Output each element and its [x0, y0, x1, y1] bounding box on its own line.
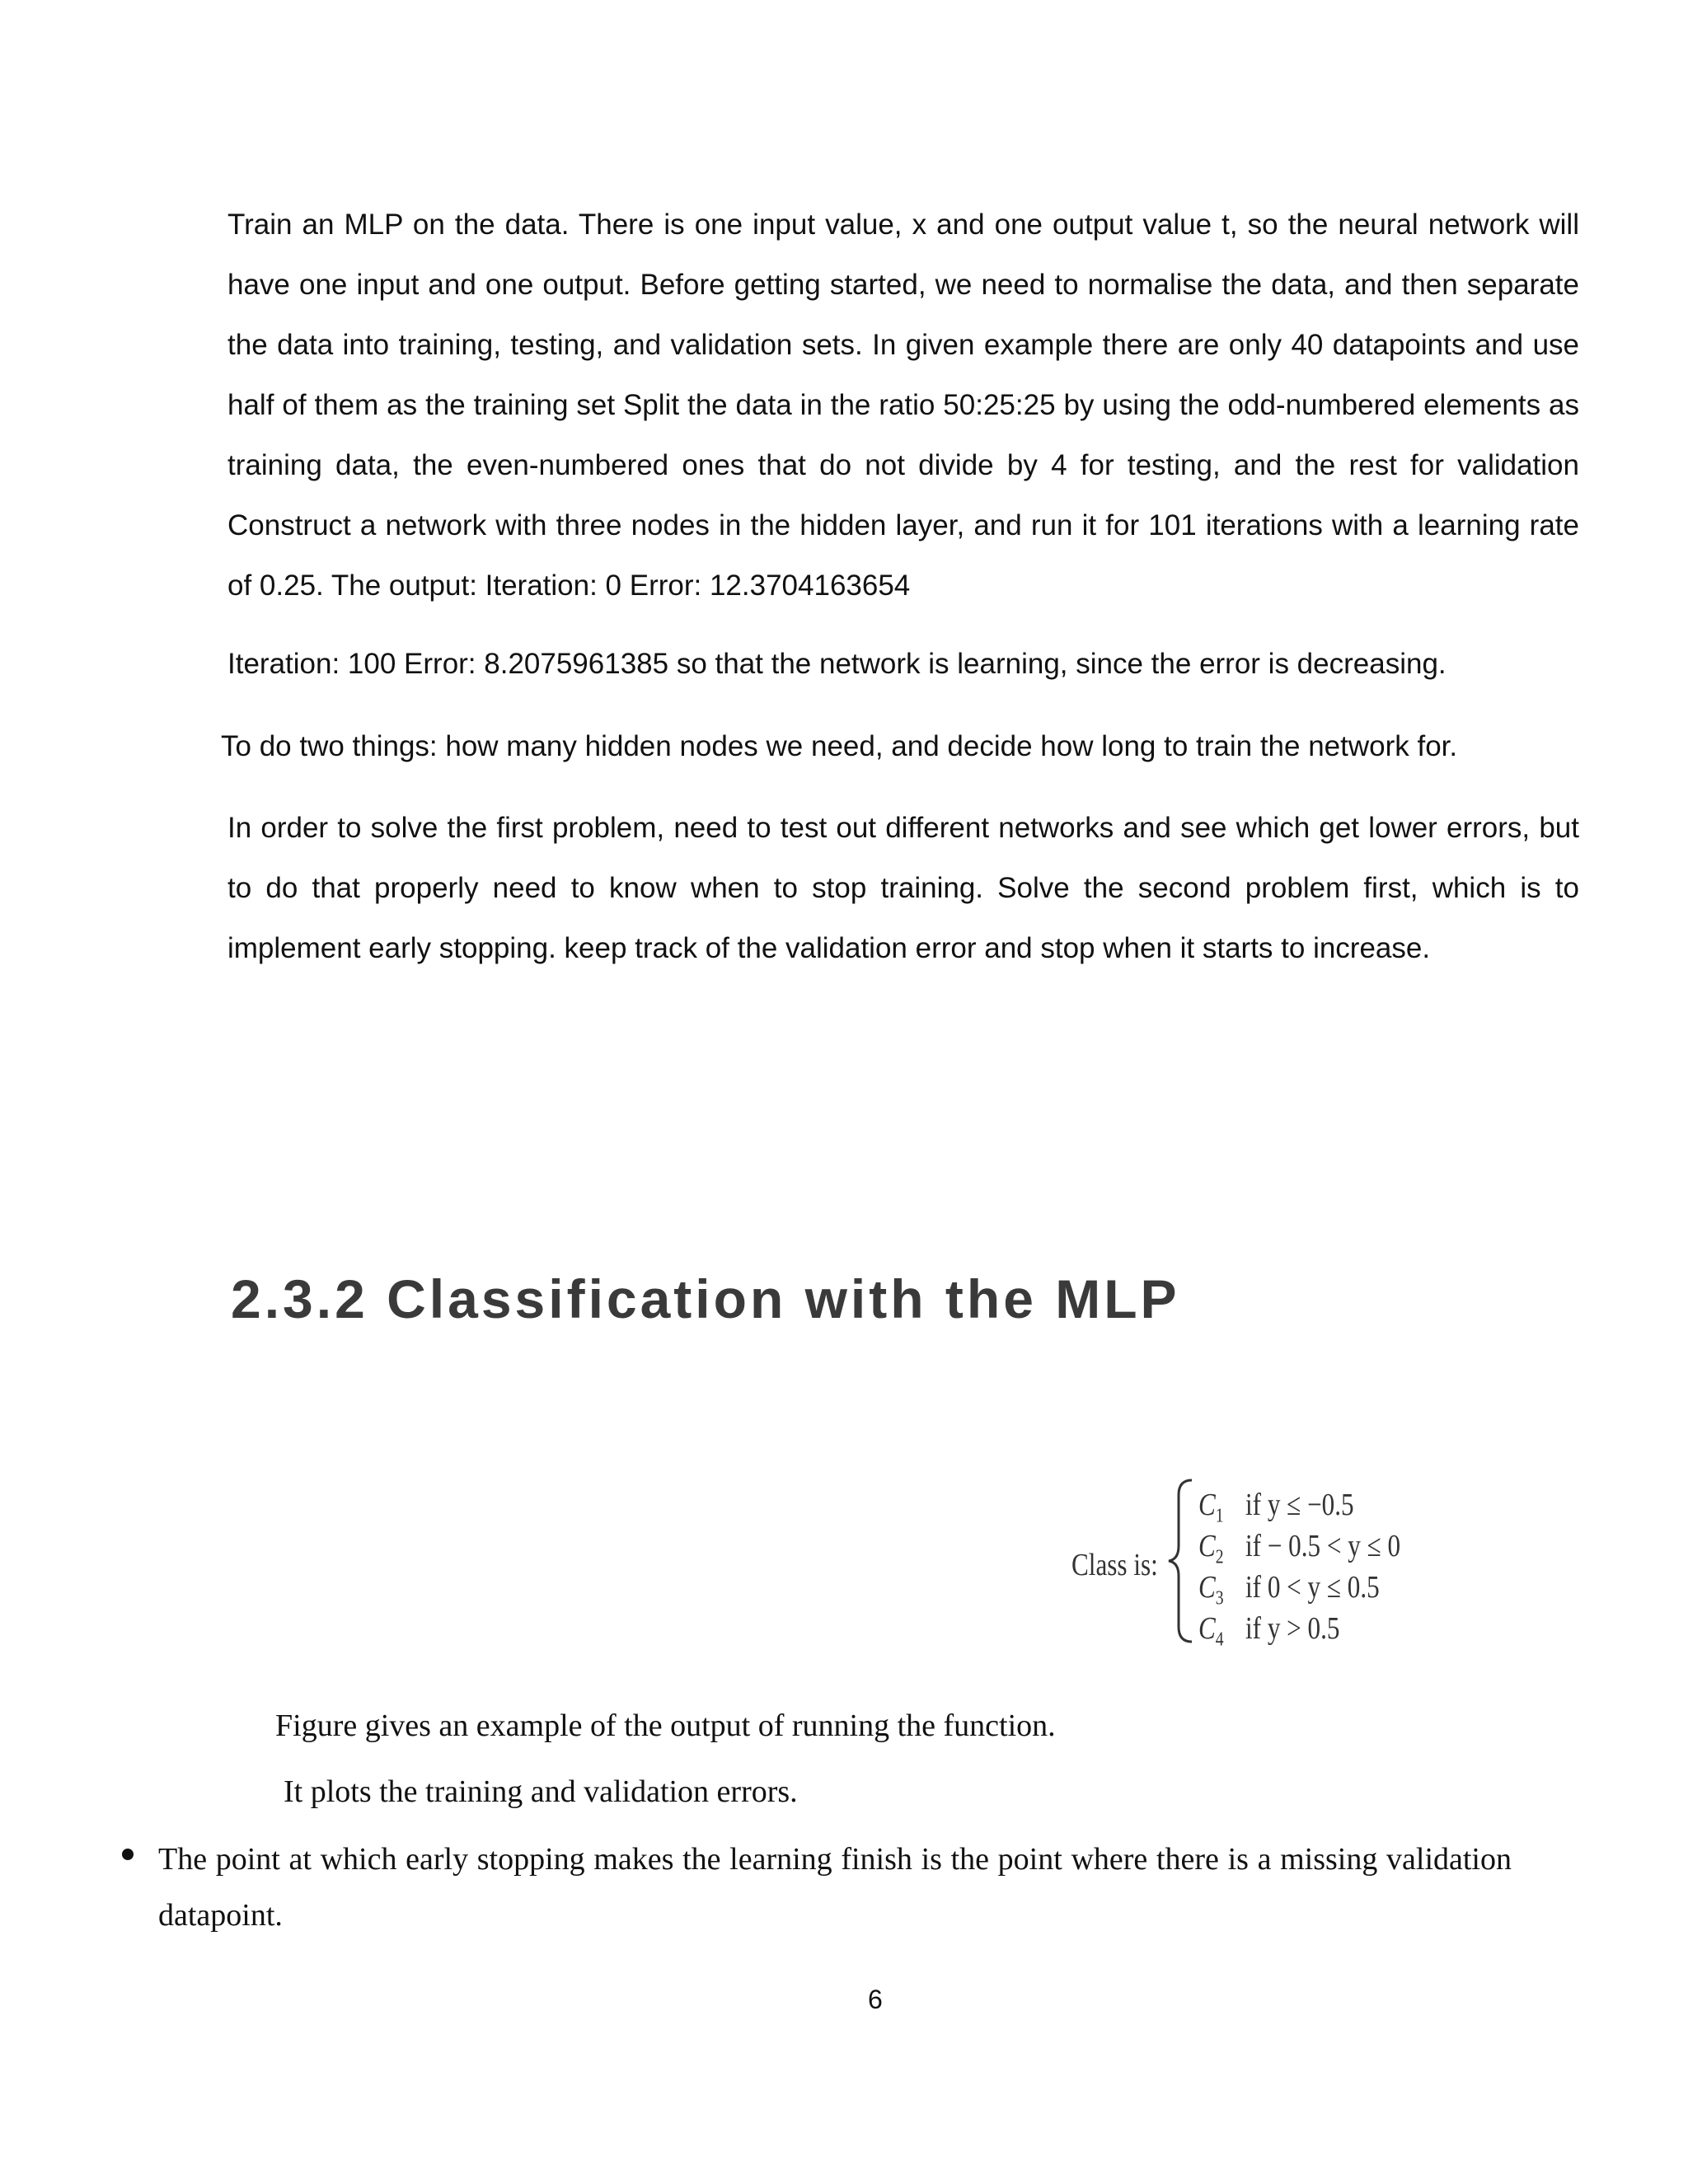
equation-condition: if − 0.5 < y ≤ 0 — [1245, 1529, 1401, 1563]
page-number: 6 — [868, 1985, 883, 2014]
intro-paragraph: Train an MLP on the data. There is one input value, x and one output value t, so the neural network will have one input and one output. Before getting started, we need to normalise the data, and then separate the data into training, testing, and validation sets. In given example there are only 40 datapoints and use half of them as the training set Split the data in the ratio 50:25:25 by using the odd-numbered elements as training data, the even-numbered ones that do not divide by 4 for testing, and the rest for validation Construct a network with three nodes in the hidden layer, and run it for 101 iterations with a learning rate of 0.25. The output: Iteration: 0 Error: 12.3704163654 — [227, 209, 1579, 602]
left-brace-icon — [1167, 1477, 1195, 1645]
equation-case-row: $C_2$ if − 0.5 < y ≤ 0 — [1198, 1529, 1401, 1568]
equation-case-row: $C_1$ if y ≤ −0.5 — [1198, 1488, 1354, 1527]
section-heading: 2.3.2 Classification with the MLP — [231, 1268, 1180, 1329]
bullet-list-item: The point at which early stopping makes the learning finish is the point where there is a missing validation datapoint. — [158, 1842, 1512, 1933]
equation-case-row: $C_3$ if 0 < y ≤ 0.5 — [1198, 1570, 1380, 1610]
equation-label: Class is: — [1071, 1548, 1158, 1582]
bullet-icon — [122, 1849, 134, 1860]
equation-case-row: $C_4$ if y > 0.5 — [1198, 1611, 1340, 1651]
equation-condition: if y > 0.5 — [1245, 1611, 1340, 1646]
early-stopping-paragraph: In order to solve the first problem, need to test out different networks and see which get lower errors, but to do that properly need to know when to stop training. Solve the second problem first, which is to implement early stopping. keep track of the validation error and stop when it starts to increase. — [227, 812, 1579, 964]
figure-line: Figure gives an example of the output of running the function. — [275, 1708, 1056, 1743]
two-things-line: To do two things: how many hidden nodes we need, and decide how long to train the network for. — [221, 730, 1458, 762]
equation-condition: if 0 < y ≤ 0.5 — [1245, 1570, 1380, 1605]
equation-condition: if y ≤ −0.5 — [1245, 1488, 1354, 1522]
iteration-result-line: Iteration: 100 Error: 8.2075961385 so that the network is learning, since the error is decreasing. — [227, 648, 1447, 680]
plots-line: It plots the training and validation errors. — [284, 1774, 798, 1809]
